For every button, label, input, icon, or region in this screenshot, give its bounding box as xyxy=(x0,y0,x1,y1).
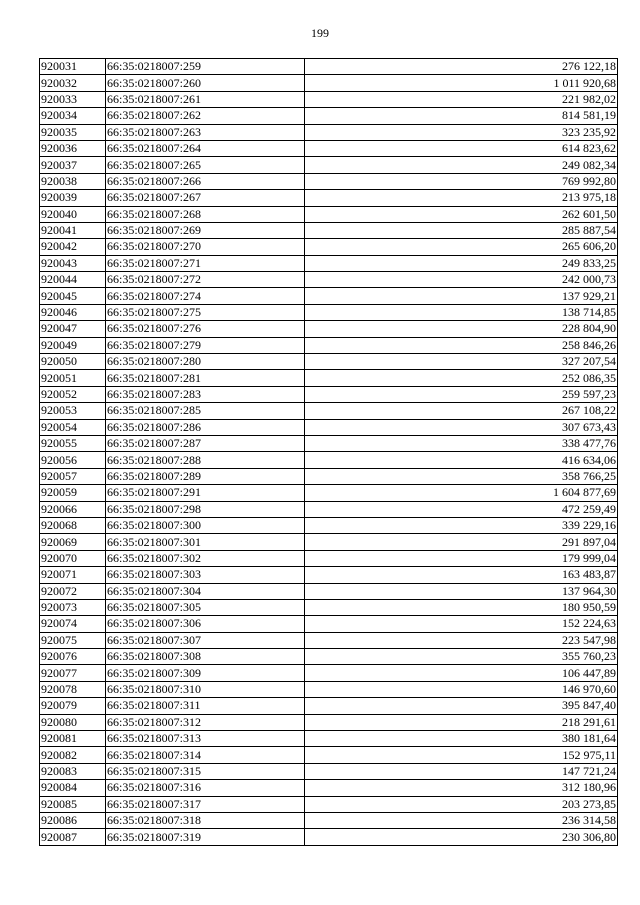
table-row xyxy=(40,567,618,583)
cadastral-number-cell: 66:35:0218007:286 xyxy=(106,419,305,435)
cadastral-value-cell: 355 760,23 xyxy=(305,649,618,665)
cadastral-value-cell: 291 897,04 xyxy=(305,534,618,550)
row-id-cell: 920079 xyxy=(40,698,106,714)
cadastral-value-cell: 213 975,18 xyxy=(305,190,618,206)
page-number: 199 xyxy=(311,26,329,40)
cadastral-number-cell: 66:35:0218007:265 xyxy=(106,157,305,173)
cadastral-number-cell: 66:35:0218007:264 xyxy=(106,140,305,156)
table-row xyxy=(40,649,618,665)
table-row xyxy=(40,419,618,435)
cadastral-value-cell: 152 224,63 xyxy=(305,616,618,632)
cadastral-value-cell: 106 447,89 xyxy=(305,665,618,681)
cadastral-number-cell: 66:35:0218007:313 xyxy=(106,731,305,747)
table-row xyxy=(40,354,618,370)
row-id-cell: 920039 xyxy=(40,190,106,206)
cadastral-value-cell: 152 975,11 xyxy=(305,747,618,763)
cadastral-value-cell: 218 291,61 xyxy=(305,714,618,730)
cadastral-number-cell: 66:35:0218007:275 xyxy=(106,304,305,320)
cadastral-number-cell: 66:35:0218007:288 xyxy=(106,452,305,468)
table-row xyxy=(40,616,618,632)
cadastral-value-cell: 416 634,06 xyxy=(305,452,618,468)
row-id-cell: 920049 xyxy=(40,337,106,353)
cadastral-value-cell: 395 847,40 xyxy=(305,698,618,714)
cadastral-number-cell: 66:35:0218007:269 xyxy=(106,222,305,238)
cadastral-number-cell: 66:35:0218007:289 xyxy=(106,468,305,484)
cadastral-value-cell: 262 601,50 xyxy=(305,206,618,222)
row-id-cell: 920055 xyxy=(40,435,106,451)
cadastral-value-cell: 769 992,80 xyxy=(305,173,618,189)
cadastral-number-cell: 66:35:0218007:268 xyxy=(106,206,305,222)
table-row xyxy=(40,124,618,140)
cadastral-value-cell: 236 314,58 xyxy=(305,812,618,828)
cadastral-value-cell: 472 259,49 xyxy=(305,501,618,517)
row-id-cell: 920036 xyxy=(40,140,106,156)
cadastral-number-cell: 66:35:0218007:307 xyxy=(106,632,305,648)
table-row xyxy=(40,583,618,599)
row-id-cell: 920059 xyxy=(40,485,106,501)
cadastral-value-cell: 267 108,22 xyxy=(305,403,618,419)
table-row xyxy=(40,386,618,402)
cadastral-number-cell: 66:35:0218007:317 xyxy=(106,796,305,812)
cadastral-value-cell: 259 597,23 xyxy=(305,386,618,402)
table-row xyxy=(40,731,618,747)
table-row xyxy=(40,763,618,779)
table-row xyxy=(40,91,618,107)
cadastral-number-cell: 66:35:0218007:287 xyxy=(106,435,305,451)
cadastral-value-cell: 814 581,19 xyxy=(305,108,618,124)
table-row xyxy=(40,599,618,615)
table-row xyxy=(40,272,618,288)
row-id-cell: 920071 xyxy=(40,567,106,583)
cadastral-value-cell: 249 833,25 xyxy=(305,255,618,271)
cadastral-number-cell: 66:35:0218007:315 xyxy=(106,763,305,779)
cadastral-value-table xyxy=(39,58,618,846)
row-id-cell: 920078 xyxy=(40,681,106,697)
row-id-cell: 920075 xyxy=(40,632,106,648)
cadastral-number-cell: 66:35:0218007:285 xyxy=(106,403,305,419)
row-id-cell: 920056 xyxy=(40,452,106,468)
cadastral-number-cell: 66:35:0218007:283 xyxy=(106,386,305,402)
table-row xyxy=(40,534,618,550)
table-body xyxy=(40,59,618,846)
row-id-cell: 920054 xyxy=(40,419,106,435)
row-id-cell: 920042 xyxy=(40,239,106,255)
row-id-cell: 920077 xyxy=(40,665,106,681)
cadastral-number-cell: 66:35:0218007:266 xyxy=(106,173,305,189)
table-row xyxy=(40,501,618,517)
table-row xyxy=(40,304,618,320)
cadastral-value-cell: 179 999,04 xyxy=(305,550,618,566)
row-id-cell: 920040 xyxy=(40,206,106,222)
cadastral-number-cell: 66:35:0218007:272 xyxy=(106,272,305,288)
row-id-cell: 920066 xyxy=(40,501,106,517)
row-id-cell: 920044 xyxy=(40,272,106,288)
table-row xyxy=(40,173,618,189)
cadastral-number-cell: 66:35:0218007:309 xyxy=(106,665,305,681)
cadastral-number-cell: 66:35:0218007:274 xyxy=(106,288,305,304)
cadastral-number-cell: 66:35:0218007:298 xyxy=(106,501,305,517)
cadastral-number-cell: 66:35:0218007:300 xyxy=(106,517,305,533)
cadastral-number-cell: 66:35:0218007:311 xyxy=(106,698,305,714)
cadastral-number-cell: 66:35:0218007:270 xyxy=(106,239,305,255)
table-row xyxy=(40,75,618,91)
row-id-cell: 920074 xyxy=(40,616,106,632)
row-id-cell: 920035 xyxy=(40,124,106,140)
cadastral-number-cell: 66:35:0218007:314 xyxy=(106,747,305,763)
table-row xyxy=(40,337,618,353)
cadastral-number-cell: 66:35:0218007:319 xyxy=(106,829,305,845)
row-id-cell: 920072 xyxy=(40,583,106,599)
table-row xyxy=(40,550,618,566)
row-id-cell: 920038 xyxy=(40,173,106,189)
table-row xyxy=(40,370,618,386)
cadastral-number-cell: 66:35:0218007:261 xyxy=(106,91,305,107)
row-id-cell: 920085 xyxy=(40,796,106,812)
table-row xyxy=(40,485,618,501)
table-row xyxy=(40,288,618,304)
cadastral-number-cell: 66:35:0218007:306 xyxy=(106,616,305,632)
cadastral-value-cell: 180 950,59 xyxy=(305,599,618,615)
table-row xyxy=(40,468,618,484)
row-id-cell: 920046 xyxy=(40,304,106,320)
cadastral-value-cell: 228 804,90 xyxy=(305,321,618,337)
row-id-cell: 920069 xyxy=(40,534,106,550)
table-row xyxy=(40,140,618,156)
cadastral-number-cell: 66:35:0218007:259 xyxy=(106,59,305,75)
row-id-cell: 920076 xyxy=(40,649,106,665)
cadastral-number-cell: 66:35:0218007:303 xyxy=(106,567,305,583)
row-id-cell: 920087 xyxy=(40,829,106,845)
row-id-cell: 920080 xyxy=(40,714,106,730)
cadastral-number-cell: 66:35:0218007:305 xyxy=(106,599,305,615)
cadastral-number-cell: 66:35:0218007:316 xyxy=(106,780,305,796)
table-row xyxy=(40,190,618,206)
cadastral-value-cell: 380 181,64 xyxy=(305,731,618,747)
cadastral-value-cell: 338 477,76 xyxy=(305,435,618,451)
cadastral-value-cell: 327 207,54 xyxy=(305,354,618,370)
cadastral-value-cell: 137 964,30 xyxy=(305,583,618,599)
cadastral-value-cell: 1 011 920,68 xyxy=(305,75,618,91)
cadastral-value-cell: 265 606,20 xyxy=(305,239,618,255)
cadastral-value-cell: 203 273,85 xyxy=(305,796,618,812)
cadastral-number-cell: 66:35:0218007:271 xyxy=(106,255,305,271)
row-id-cell: 920037 xyxy=(40,157,106,173)
table-row xyxy=(40,829,618,845)
row-id-cell: 920081 xyxy=(40,731,106,747)
row-id-cell: 920032 xyxy=(40,75,106,91)
row-id-cell: 920068 xyxy=(40,517,106,533)
cadastral-value-cell: 1 604 877,69 xyxy=(305,485,618,501)
cadastral-value-cell: 223 547,98 xyxy=(305,632,618,648)
cadastral-number-cell: 66:35:0218007:276 xyxy=(106,321,305,337)
row-id-cell: 920045 xyxy=(40,288,106,304)
table-row xyxy=(40,681,618,697)
cadastral-number-cell: 66:35:0218007:280 xyxy=(106,354,305,370)
cadastral-number-cell: 66:35:0218007:318 xyxy=(106,812,305,828)
cadastral-number-cell: 66:35:0218007:279 xyxy=(106,337,305,353)
table-row xyxy=(40,517,618,533)
cadastral-number-cell: 66:35:0218007:310 xyxy=(106,681,305,697)
cadastral-number-cell: 66:35:0218007:267 xyxy=(106,190,305,206)
cadastral-value-cell: 258 846,26 xyxy=(305,337,618,353)
cadastral-value-cell: 147 721,24 xyxy=(305,763,618,779)
cadastral-number-cell: 66:35:0218007:308 xyxy=(106,649,305,665)
cadastral-number-cell: 66:35:0218007:263 xyxy=(106,124,305,140)
row-id-cell: 920082 xyxy=(40,747,106,763)
table-row xyxy=(40,321,618,337)
row-id-cell: 920050 xyxy=(40,354,106,370)
cadastral-value-cell: 146 970,60 xyxy=(305,681,618,697)
table-row xyxy=(40,255,618,271)
row-id-cell: 920070 xyxy=(40,550,106,566)
row-id-cell: 920034 xyxy=(40,108,106,124)
table-row xyxy=(40,780,618,796)
table-row xyxy=(40,665,618,681)
table-row xyxy=(40,452,618,468)
cadastral-value-cell: 307 673,43 xyxy=(305,419,618,435)
table-row xyxy=(40,714,618,730)
cadastral-number-cell: 66:35:0218007:291 xyxy=(106,485,305,501)
cadastral-value-cell: 163 483,87 xyxy=(305,567,618,583)
cadastral-value-cell: 358 766,25 xyxy=(305,468,618,484)
table-row xyxy=(40,157,618,173)
row-id-cell: 920047 xyxy=(40,321,106,337)
table-row xyxy=(40,812,618,828)
cadastral-value-cell: 312 180,96 xyxy=(305,780,618,796)
cadastral-value-cell: 249 082,34 xyxy=(305,157,618,173)
cadastral-value-cell: 138 714,85 xyxy=(305,304,618,320)
table-row xyxy=(40,239,618,255)
cadastral-value-cell: 276 122,18 xyxy=(305,59,618,75)
cadastral-value-cell: 230 306,80 xyxy=(305,829,618,845)
cadastral-number-cell: 66:35:0218007:262 xyxy=(106,108,305,124)
table-row xyxy=(40,59,618,75)
cadastral-value-cell: 614 823,62 xyxy=(305,140,618,156)
row-id-cell: 920073 xyxy=(40,599,106,615)
cadastral-value-cell: 339 229,16 xyxy=(305,517,618,533)
table-row xyxy=(40,206,618,222)
cadastral-number-cell: 66:35:0218007:281 xyxy=(106,370,305,386)
cadastral-number-cell: 66:35:0218007:301 xyxy=(106,534,305,550)
cadastral-number-cell: 66:35:0218007:302 xyxy=(106,550,305,566)
row-id-cell: 920031 xyxy=(40,59,106,75)
cadastral-value-cell: 221 982,02 xyxy=(305,91,618,107)
cadastral-number-cell: 66:35:0218007:260 xyxy=(106,75,305,91)
row-id-cell: 920086 xyxy=(40,812,106,828)
row-id-cell: 920043 xyxy=(40,255,106,271)
cadastral-value-cell: 137 929,21 xyxy=(305,288,618,304)
table-row xyxy=(40,796,618,812)
row-id-cell: 920083 xyxy=(40,763,106,779)
cadastral-value-cell: 323 235,92 xyxy=(305,124,618,140)
cadastral-number-cell: 66:35:0218007:304 xyxy=(106,583,305,599)
cadastral-value-cell: 242 000,73 xyxy=(305,272,618,288)
table-row xyxy=(40,632,618,648)
table-row xyxy=(40,108,618,124)
row-id-cell: 920033 xyxy=(40,91,106,107)
cadastral-number-cell: 66:35:0218007:312 xyxy=(106,714,305,730)
cadastral-value-cell: 252 086,35 xyxy=(305,370,618,386)
table-row xyxy=(40,698,618,714)
table-row xyxy=(40,403,618,419)
table-row xyxy=(40,747,618,763)
row-id-cell: 920057 xyxy=(40,468,106,484)
row-id-cell: 920041 xyxy=(40,222,106,238)
row-id-cell: 920053 xyxy=(40,403,106,419)
table-row xyxy=(40,222,618,238)
cadastral-value-cell: 285 887,54 xyxy=(305,222,618,238)
table-row xyxy=(40,435,618,451)
row-id-cell: 920052 xyxy=(40,386,106,402)
row-id-cell: 920084 xyxy=(40,780,106,796)
row-id-cell: 920051 xyxy=(40,370,106,386)
